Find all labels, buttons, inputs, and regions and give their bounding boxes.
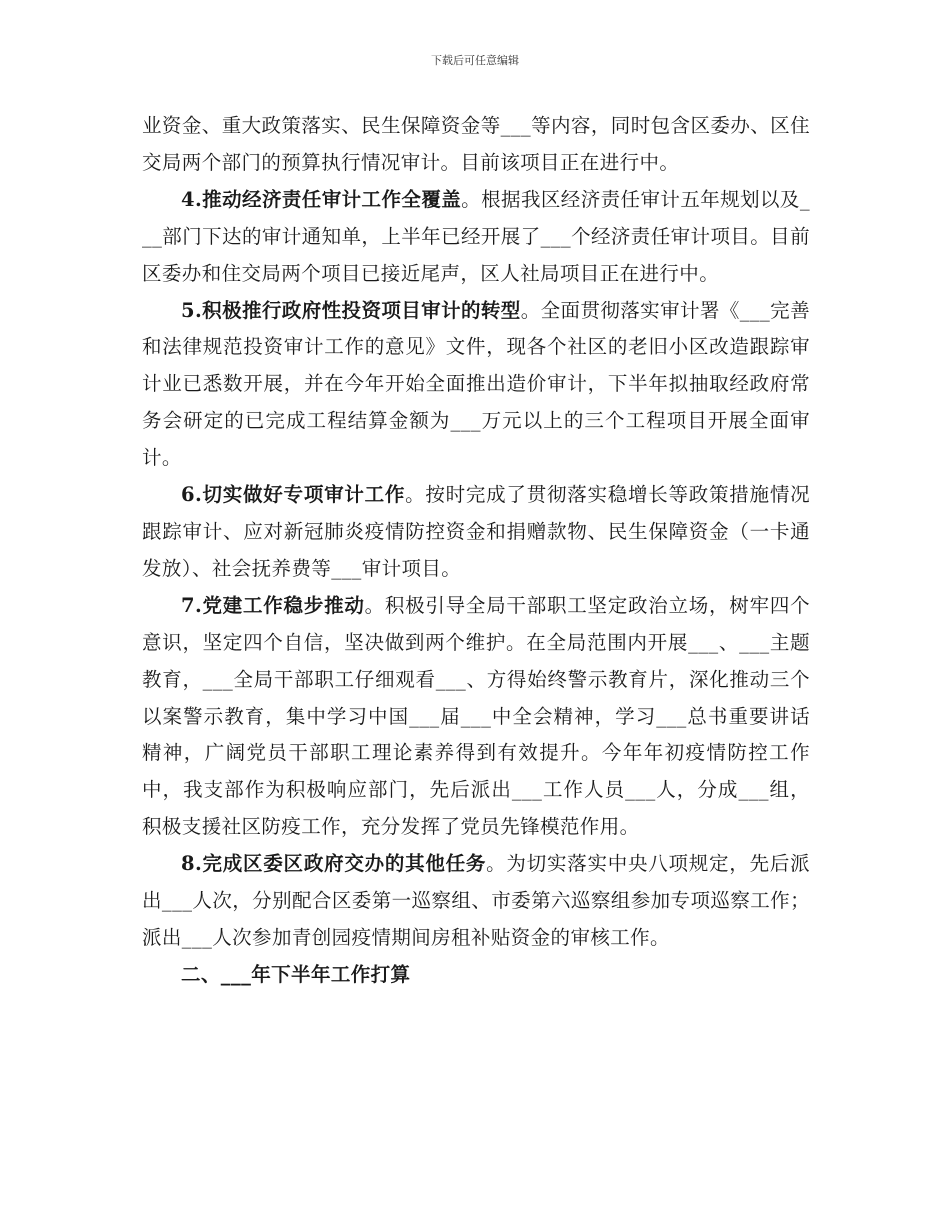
paragraph-text: 。全面贯彻落实审计署《___完善和法律规范投资审计工作的意见》文件，现各个社区的老旧小区改造跟踪审计业已悉数开展，并在今年开始全面推出造价审计，下半年拟抽取经政府常务会研定的已完成工程结算金额为___万元以上的三个工程项目开展全面审计。: [142, 298, 810, 470]
paragraph-lead: 7.党建工作稳步推动: [181, 593, 365, 617]
paragraph-text: 。按时完成了贯彻落实稳增长等政策措施情况跟踪审计、应对新冠肺炎疫情防控资金和捐赠款物、民生保障资金（一卡通发放）、社会抚养费等___审计项目。: [142, 483, 810, 580]
section-heading: 二、___年下半年工作打算: [181, 962, 411, 986]
paragraph-other-tasks: [142, 846, 810, 957]
paragraph-text: 。根据我区经济责任审计五年规划以及___部门下达的审计通知单，上半年已经开展了___个经济责任审计项目。目前区委办和住交局两个项目已接近尾声，区人社局项目正在进行中。: [142, 187, 810, 285]
paragraph-party-building: [142, 588, 810, 846]
page-header: 下载后可任意编辑: [431, 54, 519, 67]
paragraph-investment-audit: [142, 293, 810, 478]
paragraph-lead: 4.推动经济责任审计工作全覆盖: [181, 187, 462, 211]
paragraph-economic-responsibility-audit: [142, 182, 810, 293]
paragraph-text: 。为切实落实中央八项规定，先后派出___人次，分别配合区委第一巡察组、市委第六巡察组参加专项巡察工作；派出___人次参加青创园疫情期间房租补贴资金的审核工作。: [142, 852, 810, 949]
document-body: [142, 108, 810, 994]
paragraph-lead: 8.完成区委区政府交办的其他任务: [181, 852, 487, 876]
paragraph-text: 。积极引导全局干部职工坚定政治立场，树牢四个意识，坚定四个自信，坚决做到两个维护。在全局范围内开展___、___主题教育，___全局干部职工仔细观看___、方得始终警示教育片，深化推动三个以案警示教育，集中学习中国___届___中全会精神，学习___总书重要讲话精神，广阔党员干部职工理论素养得到有效提升。今年年初疫情防控工作中，我支部作为积极响应部门，先后派出___工作人员___人，分成___组，积极支援社区防疫工作，充分发挥了党员先锋模范作用。: [142, 593, 810, 839]
paragraph-special-audit: [142, 477, 810, 588]
paragraph-lead: 5.积极推行政府性投资项目审计的转型: [181, 298, 521, 322]
paragraph-text: 业资金、重大政策落实、民生保障资金等___等内容，同时包含区委办、区住交局两个部门的预算执行情况审计。目前该项目正在进行中。: [142, 114, 810, 174]
paragraph-continuation: [142, 108, 810, 182]
paragraph-lead: 6.切实做好专项审计工作: [181, 483, 406, 507]
